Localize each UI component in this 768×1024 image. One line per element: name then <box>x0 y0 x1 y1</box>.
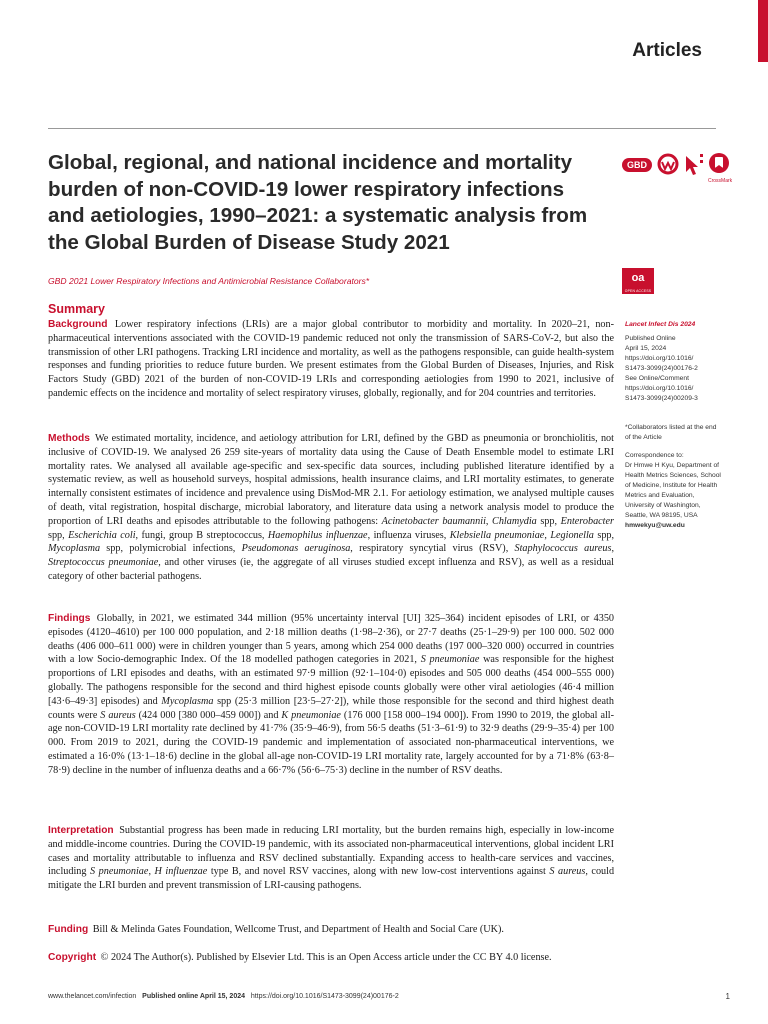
sidebar-collaborators-note <box>625 423 735 443</box>
section-label: Articles <box>632 40 702 61</box>
methods-paragraph <box>48 432 614 584</box>
correspondence-line: Metrics and Evaluation, <box>625 492 695 499</box>
pathogen-name: Escherichia coli <box>68 529 136 541</box>
methods-sep: , <box>485 515 493 527</box>
pathogen-name: Acinetobacter baumannii <box>381 515 486 527</box>
findings-text: (176 000 [158 000–194 000]). From 1990 to 2019, the global all-age non-COVID-19 LRI mortality rate declined by 41·7% (35·9–46·9), from 56·5 deaths (51·3–61·9) to 32·9 deaths (29·9–35·4) per 100 000. From 2019 to 2021, during the COVID-19 pandemic and implementation of associated non-pharmaceutical interventions, we estimated a 16·0% (13·1–18·6) decline in the global all-age non-COVID-19 LRI mortality rate, largely accounted for by a 71·8% (63·8–78·9) decline in the number of influenza deaths and a 66·7% (56·6–75·3) decline in the number of RSV deaths. <box>48 709 615 776</box>
correspondence-email[interactable]: hmwekyu@uw.edu <box>625 522 685 529</box>
edge-color-bar <box>758 0 768 62</box>
interpretation-text: type B, and novel RSV vaccines, along with new low-cost interventions against <box>210 866 546 878</box>
gbd-badge[interactable]: GBD <box>622 158 652 172</box>
cursor-icon <box>686 154 703 175</box>
correspondence-line: Health Metrics Sciences, School <box>625 472 721 479</box>
methods-sep: , <box>611 543 614 555</box>
header-rule <box>48 128 716 129</box>
crossmark-label: CrossMark <box>708 178 733 184</box>
methods-label: Methods <box>48 433 90 444</box>
pathogen-name: K pneumoniae <box>281 709 341 721</box>
sidebar-publication-info <box>625 320 735 404</box>
see-online-comment-link[interactable]: See Online/Comment <box>625 375 689 382</box>
pathogen-name: S pneumoniae <box>420 654 480 666</box>
methods-sep: , respiratory syncytial virus (RSV), <box>350 543 515 555</box>
published-date: April 15, 2024 <box>625 345 667 352</box>
correspondence-line: University of Washington, <box>625 502 701 509</box>
sidebar-correspondence <box>625 451 735 531</box>
page-footer <box>48 993 399 1000</box>
copyright-label: Copyright <box>48 952 97 963</box>
methods-sep: , fungi, group B streptococcus, <box>135 529 268 541</box>
interpretation-paragraph <box>48 824 614 893</box>
author-group[interactable]: GBD 2021 Lower Respiratory Infections and Antimicrobial Resistance Collaborators* <box>48 276 370 286</box>
collaborators-note: *Collaborators listed at the end <box>625 424 717 431</box>
methods-sep: spp, <box>536 515 561 527</box>
methods-text: We estimated mortality, incidence, and aetiology attribution for LRI, defined by the GBD as pneumonia or bronchiolitis, not inclusive of COVID-19. We analysed 26 259 site-years of mortality data using the Cause of Death Ensemble model to estimate LRI mortality rates. We analysed all available age-specific and sex-specific data sources, including published literature identified by a systematic review, as well as household surveys, hospital admissions, health insurance claims, and LRI mortality estimates, to generate internally consistent estimates of incidence and prevalence using DisMod-MR 2.1. For aetiology estimation, we analysed multiple causes of death, vital registration, hospital discharge, microbial laboratory, and literature data using a network analysis model to produce the proportion of LRI deaths and episodes attributable to the following pathogens: <box>48 433 614 527</box>
background-label: Background <box>48 319 108 330</box>
correspondence-label: Correspondence to: <box>625 452 684 459</box>
funding-paragraph <box>48 923 614 937</box>
comment-doi-link[interactable]: S1473-3099(24)00209-3 <box>625 395 698 402</box>
methods-sep: spp, <box>593 529 615 541</box>
findings-text: spp (25·3 million [23·5–27·2]), while those responsible for the second and third highest death counts were <box>48 695 614 721</box>
doi-link[interactable]: S1473-3099(24)00176-2 <box>625 365 698 372</box>
oa-subtext: OPEN ACCESS <box>624 289 652 293</box>
methods-sep: spp, polymicrobial infections, <box>100 543 242 555</box>
funding-label: Funding <box>48 924 89 935</box>
findings-text: was responsible for the highest proportions of LRI episodes and deaths, with an estimated 97·9 million (92·1–104·0) episodes and 505 000 deaths (454 000–555 000) globally. The pathogens responsible for the second and third highest episode counts globally were other viral aetiologies (46·4 million [43·6–49·3] episodes) and <box>48 654 614 707</box>
oa-text: oa <box>631 272 645 284</box>
footer-site-link[interactable]: www.thelancet.com/infection <box>48 993 137 1000</box>
pathogen-name: S aureus <box>100 709 136 721</box>
footer-doi-link[interactable]: https://doi.org/10.1016/S1473-3099(24)00176-2 <box>250 993 399 1000</box>
copyright-text: © 2024 The Author(s). Published by Elsevier Ltd. This is an Open Access article under the CC BY 4.0 license. <box>100 952 552 963</box>
background-paragraph <box>48 318 614 401</box>
comment-doi-link[interactable]: https://doi.org/10.1016/ <box>625 385 694 392</box>
background-text: Lower respiratory infections (LRIs) are a major global contributor to morbidity and mortality. In 2020–21, non-pharmaceutical interventions associated with the COVID-19 pandemic reduced not only the transmission of SARS-CoV-2, but also the transmission of other LRI pathogens. Tracking LRI incidence and mortality, as well as the pathogens responsible, can guide health-system responses and funding priorities to reduce future burden. We present estimates from the Global Burden of Diseases, Injuries, and Risk Factors Study (GBD) 2021 of the burden of non-COVID-19 LRIs and corresponding aetiologies from 1990 to 2021, inclusive of pandemic effects on the incidence and mortality of select respiratory viruses, globally, regionally, and for 204 countries and territories. <box>48 319 614 399</box>
methods-sep: , influenza viruses, <box>367 529 450 541</box>
interpretation-text: , could mitigate the LRI burden and prevent transmission of LRI-causing pathogens. <box>48 866 615 892</box>
pathogen-name: Chlamydia <box>492 515 537 527</box>
pathogen-name: Klebsiella pneumoniae <box>449 529 545 541</box>
pathogen-name: Legionella <box>550 529 594 541</box>
published-online-label: Published Online <box>625 335 676 342</box>
pathogen-name: Enterobacter <box>560 515 614 527</box>
pathogen-name: S aureus <box>549 866 586 878</box>
open-access-w-icon[interactable] <box>659 155 677 173</box>
findings-paragraph <box>48 612 614 778</box>
correspondence-line: Dr Hmwe H Kyu, Department of <box>625 462 720 469</box>
pathogen-name: S pneumoniae <box>90 866 149 878</box>
pathogen-name: Staphylococcus aureus <box>514 543 612 555</box>
doi-link[interactable]: https://doi.org/10.1016/ <box>625 355 694 362</box>
methods-sep: , <box>544 529 551 541</box>
interpretation-sep: , <box>148 866 151 878</box>
pathogen-name: Pseudomonas aeruginosa <box>241 543 351 555</box>
badge-icons <box>656 150 736 185</box>
article-title: Global, regional, and national incidence and mortality burden of non-COVID-19 lower respiratory infections and aetiologies, 1990–2021: a systematic analysis from the Global Burden of Disease Study 2021 <box>48 151 588 254</box>
correspondence-line: of Medicine, Institute for Health <box>625 482 718 489</box>
correspondence-line: Seattle, WA 98195, USA <box>625 512 698 519</box>
methods-sep: , and other viruses (ie, the aggregate of all viruses studied except influenza and RSV), as well as a residual category of other bacterial pathogens. <box>48 557 615 582</box>
findings-text: Globally, in 2021, we estimated 344 million (95% uncertainty interval [UI] 325–364) incident episodes of LRI, or 4350 episodes (4120–4610) per 100 000 population, and 2·18 million deaths (1·98–2·36), or 27·7 deaths (25·1–29·9) per 100 000. 502 000 deaths (406 000–611 000) were in children younger than 5 years, among which 254 000 deaths (197 000–320 000) occurred in countries with a low Socio-demographic Index. Of the 18 modelled pathogen categories in 2021, <box>48 613 615 666</box>
page-number: 1 <box>725 992 730 1001</box>
interpretation-text: Substantial progress has been made in reducing LRI mortality, but the burden remains high, especially in low-income and middle-income countries. During the COVID-19 pandemic, with its associated non-pharmaceutical interventions, global incident LRI cases and mortality attributable to influenza and RSV declined substantially. Expanding access to health-care services and vaccines, including <box>48 825 614 878</box>
pathogen-name: H influenzae <box>154 866 208 878</box>
collaborators-note: of the Article <box>625 434 662 441</box>
funding-text: Bill & Melinda Gates Foundation, Wellcome Trust, and Department of Health and Social Care (UK). <box>92 924 504 935</box>
pathogen-name: Mycoplasma <box>161 695 214 707</box>
findings-label: Findings <box>48 613 91 624</box>
pathogen-name: Haemophilus influenzae <box>267 529 368 541</box>
copyright-paragraph <box>48 951 614 965</box>
interpretation-label: Interpretation <box>48 825 114 836</box>
journal-citation: Lancet Infect Dis 2024 <box>625 321 696 328</box>
methods-sep: spp, <box>48 529 69 541</box>
open-access-badge <box>622 268 654 294</box>
findings-text: (424 000 [380 000–459 000]) and <box>138 709 279 721</box>
summary-heading: Summary <box>48 302 105 316</box>
crossmark-icon[interactable] <box>709 153 729 173</box>
footer-published: Published online April 15, 2024 <box>142 993 245 1000</box>
pathogen-name: Mycoplasma <box>48 543 101 555</box>
pathogen-name: Streptococcus pneumoniae <box>48 557 159 569</box>
